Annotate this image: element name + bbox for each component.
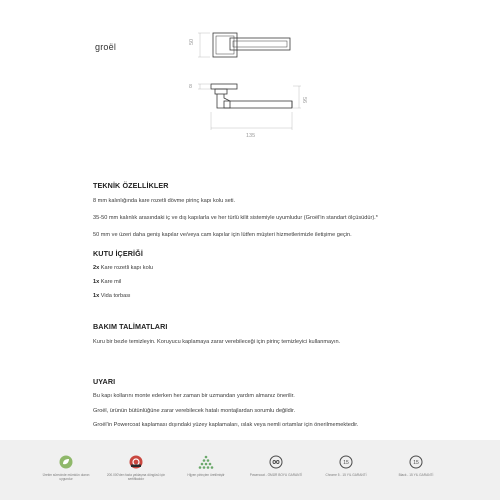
dim-length: 135 [246, 133, 256, 139]
cert-black [386, 455, 446, 477]
cert-cycles-label: 200.000'den fazla yaklaşma döngüsü için sertifikalıdır [106, 473, 166, 481]
brand-logo: groël [95, 42, 117, 52]
dim-side-height: 56 [301, 97, 307, 104]
cert-eco-label: Üretim sürecinde mümkün olanın uygundur [42, 473, 90, 481]
cert-hygiene-label: Hijyen pirinçten üretilmiştir [187, 473, 225, 477]
cert-cycles [106, 455, 166, 481]
technical-title: TEKNİK ÖZELLİKLER [93, 181, 169, 190]
dim-front-height: 50 [189, 38, 195, 45]
technical-line-2: 35-50 mm kalınlık arasındaki iç ve dış kapılarla ve her türlü kilit sistemiyle uyumludur (Groël'in standart ölçüsüdür).* [93, 215, 378, 221]
triangle-dots-icon [198, 455, 214, 469]
chrome-icon [339, 455, 353, 469]
care-text: Kuru bir bezle temizleyin. Koruyucu kaplamaya zarar verebileceği için pirinç temizleyici kullanmayın. [93, 339, 341, 345]
black-icon [409, 455, 423, 469]
warning-line-3: Groël'in Powercoat kaplaması dışındaki yüzey kaplamaları, ıslak veya nemli ortamlar için önerilmemektedir. [93, 422, 359, 428]
gear-badge-icon [129, 455, 143, 469]
technical-line-3: 50 mm ve üzeri daha geniş kapılar ve/veya cam kapılar için lütfen müşteri hizmetlerimizle iletişime geçin. [93, 232, 352, 238]
front-view-drawing [213, 33, 290, 57]
box-item-1: 2x Kare rozetli kapı kolu [93, 265, 154, 271]
box-title: KUTU İÇERİĞİ [93, 249, 143, 258]
cert-chrome [316, 455, 376, 477]
svg-text:15: 15 [343, 460, 349, 466]
svg-text:15: 15 [413, 460, 419, 466]
box-item-2: 1x Kare mil [93, 279, 122, 285]
warning-title: UYARI [93, 377, 116, 386]
side-view-drawing [211, 84, 292, 108]
warning-line-1: Bu kapı kollarını monte ederken her zaman bir uzmandan yardım almanız önerilir. [93, 393, 295, 399]
box-item-3: 1x Vida torbası [93, 293, 131, 299]
powercoat-icon [269, 455, 283, 469]
leaf-badge-icon [59, 455, 73, 469]
cert-hygiene [176, 455, 236, 477]
technical-line-1: 8 mm kalınlığında kare rozetli dövme pirinç kapı kolu seti. [93, 198, 236, 204]
cert-powercoat [246, 455, 306, 477]
cert-black-label: Black - 15 YIL GARANTİ [398, 473, 434, 477]
certifications-strip [0, 440, 500, 500]
warning-line-2: Groël, ürünün bütünlüğüne zarar verebilecek hatalı montajlardan sorumlu değildir. [93, 408, 296, 414]
cert-powercoat-label: Powercoat - ÖMÜR BOYU GARANTİ [249, 473, 303, 477]
technical-drawing [0, 0, 500, 160]
cert-chrome-label: Chrome 5 - 15 YIL GARANTİ [325, 473, 367, 477]
dim-side-rose: 8 [189, 84, 193, 90]
cert-eco [36, 455, 96, 481]
care-title: BAKIM TALİMATLARI [93, 322, 168, 331]
